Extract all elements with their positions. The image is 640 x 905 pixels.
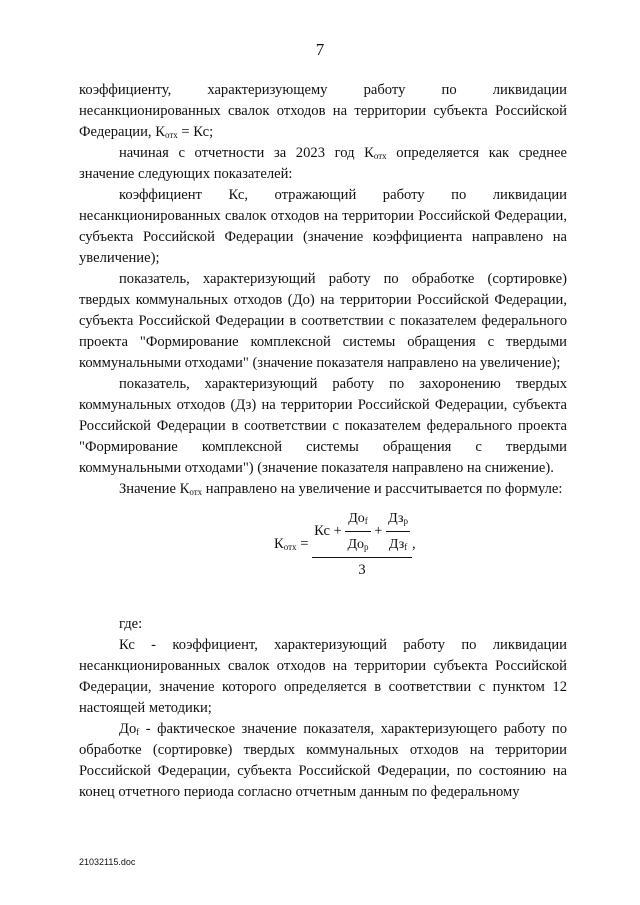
do-denominator: $До_p$ xyxy=(347,537,369,552)
document-footer: 21032115.doc xyxy=(79,857,136,867)
formula-block xyxy=(79,508,567,600)
plus-sign: + xyxy=(370,523,387,539)
kc-term: Кс + xyxy=(314,523,346,539)
subscript: отх xyxy=(373,151,387,161)
main-fraction xyxy=(312,508,412,581)
formula-equals: = xyxy=(296,536,313,552)
paragraph-text: коэффициенту, характеризующему работу по ликвидации несанкционированных свалок отходов на территории субъекта Российской Федерации, К xyxy=(79,82,567,140)
document-body xyxy=(79,80,567,803)
do-numerator: $До_f$ xyxy=(348,511,368,526)
subscript: отх xyxy=(189,487,203,497)
paragraph xyxy=(79,143,567,185)
definition-kc: Кс - коэффициент, характеризующий работу по ликвидации несанкционированных свалок отходов на территории субъекта Российской Федерации, значение которого определяется в соответствии с пунктом 12 настоящей методики; xyxy=(79,637,567,716)
paragraph-text: начиная с отчетности за 2023 год К xyxy=(119,145,374,161)
definition-do-f: $До_f$ - фактическое значение показателя, характеризующего работу по обработке (сортировке) твердых коммунальных отходов на территории Российской Федерации, субъекта Российской Федерации, по состоянию на конец отчетного периода согласно отчетным данным по федеральному xyxy=(79,721,567,800)
paragraph: показатель, характеризующий работу по обработке (сортировке) твердых коммунальных отходов (До) на территории Российской Федерации, субъекта Российской Федерации в соответствии с показателем федерального проекта "Формирование комплексной системы обращения с твердыми коммунальными отходами" (значение показателя направлено на увеличение); xyxy=(79,271,567,371)
paragraph xyxy=(79,80,567,143)
paragraph-text: направлено на увеличение и рассчитывается по формуле: xyxy=(202,481,563,497)
dz-denominator: $Дз_f$ xyxy=(388,537,408,552)
subscript: отх xyxy=(164,130,178,140)
dz-numerator: $Дз_p$ xyxy=(388,511,408,526)
paragraph-text: Значение К xyxy=(119,481,190,497)
formula-comma: , xyxy=(412,536,416,552)
dz-fraction xyxy=(386,508,410,555)
page-number: 7 xyxy=(315,40,325,59)
main-numerator xyxy=(312,508,412,557)
formula xyxy=(274,508,416,581)
paragraph: показатель, характеризующий работу по захоронению твердых коммунальных отходов (Дз) на территории Российской Федерации, субъекта Российской Федерации в соответствии с показателем федерального проекта "Формирование комплексной системы обращения с твердыми коммунальными отходами") (значение показателя направлено на снижение). xyxy=(79,376,567,476)
paragraph xyxy=(79,479,567,500)
paragraph: коэффициент Кс, отражающий работу по ликвидации несанкционированных свалок отходов на территории Российской Федерации, субъекта Российской Федерации (значение коэффициента направлено на увеличение); xyxy=(79,187,567,266)
do-fraction xyxy=(345,508,370,555)
paragraph-text: определяется как среднее значение следующих показателей: xyxy=(79,145,567,182)
paragraph-text: = Кс; xyxy=(177,124,214,140)
where-label: где: xyxy=(119,616,143,632)
formula-lhs: $К_{отх}$ xyxy=(274,536,297,552)
main-denominator: 3 xyxy=(358,562,366,578)
